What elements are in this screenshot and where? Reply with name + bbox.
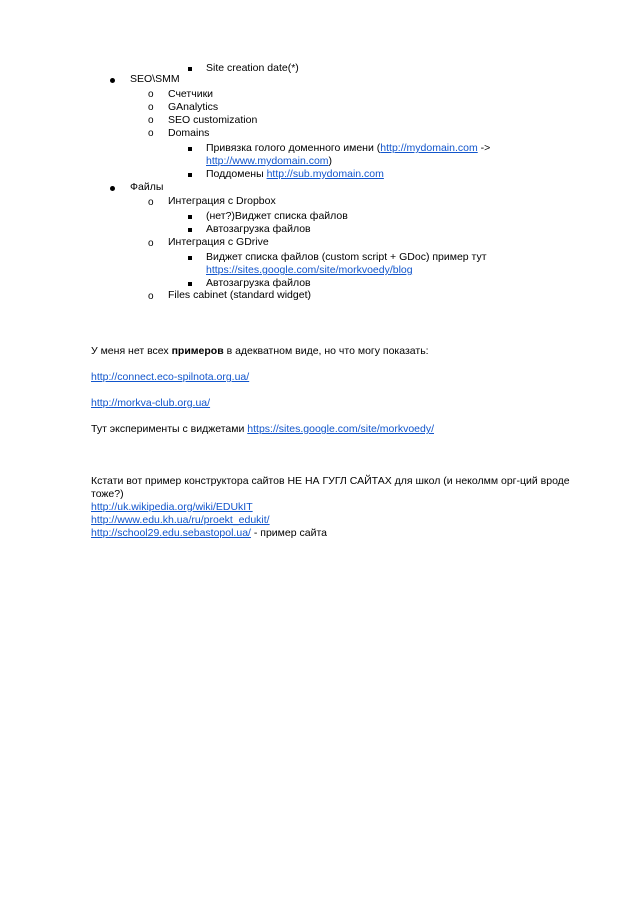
wiki-link[interactable]: http://uk.wikipedia.org/wiki/EDUkIT	[91, 501, 253, 513]
subdomains-text: Поддомены	[206, 168, 267, 180]
square-bullet-icon	[188, 228, 192, 232]
examples-suffix: в адекватном виде, но что могу показать:	[223, 345, 429, 357]
square-bullet-icon	[188, 282, 192, 286]
list-item-dropbox: Интеграция с Dropbox	[168, 195, 276, 207]
circle-bullet-icon: o	[148, 128, 154, 139]
morkva-link[interactable]: http://morkva-club.org.ua/	[91, 397, 211, 409]
list-item-ganalytics: GAnalytics	[168, 101, 219, 113]
widgets-link[interactable]: https://sites.google.com/site/morkvoedy/	[247, 423, 435, 435]
circle-bullet-icon: o	[148, 102, 154, 113]
list-item-gdrive-widget: Виджет списка файлов (custom script + GDoc) пример тут	[206, 251, 487, 263]
school29-link[interactable]: http://school29.edu.sebastopol.ua/	[91, 527, 251, 539]
list-item-gdrive: Интеграция с GDrive	[168, 236, 269, 248]
constructor-line-1: Кстати вот пример конструктора сайтов НЕ НА ГУГЛ САЙТАХ для школ (и неколмм орг-ций вроде	[91, 475, 570, 487]
www-domain-link[interactable]: http://www.mydomain.com	[206, 155, 329, 167]
square-bullet-icon	[188, 256, 192, 260]
edu-kh-link[interactable]: http://www.edu.kh.ua/ru/proekt_edukit/	[91, 514, 270, 526]
list-item-seo-smm: SEO\SMM	[130, 73, 180, 85]
circle-bullet-icon: o	[148, 291, 154, 302]
circle-bullet-icon: o	[148, 197, 154, 208]
square-bullet-icon	[188, 215, 192, 219]
list-item-counters: Счетчики	[168, 88, 214, 100]
disc-bullet-icon	[110, 186, 115, 191]
circle-bullet-icon: o	[148, 89, 154, 100]
list-item-dropbox-widget: (нет?)Виджет списка файлов	[206, 210, 348, 222]
bare-domain-text: Привязка голого доменного имени (	[206, 142, 381, 154]
school29-suffix: - пример сайта	[250, 527, 327, 539]
www-domain-close: )	[328, 155, 333, 167]
widgets-paragraph	[91, 423, 434, 436]
circle-bullet-icon: o	[148, 238, 154, 249]
bare-domain-link[interactable]: http://mydomain.com	[380, 142, 478, 154]
square-bullet-icon	[188, 67, 192, 71]
edu-kh-paragraph	[91, 514, 270, 527]
list-item-seo-customization: SEO customization	[168, 114, 258, 126]
examples-paragraph	[91, 345, 429, 358]
ecospilnota-paragraph	[91, 371, 249, 384]
subdomains-link[interactable]: http://sub.mydomain.com	[266, 168, 384, 180]
examples-prefix: У меня нет всех	[91, 345, 172, 357]
square-bullet-icon	[188, 173, 192, 177]
list-item-domains: Domains	[168, 127, 210, 139]
wiki-paragraph	[91, 501, 253, 514]
school29-paragraph	[91, 527, 327, 540]
list-item-gdrive-autoload: Автозагрузка файлов	[206, 277, 311, 289]
list-item-files: Файлы	[130, 181, 164, 193]
list-item-files-cabinet: Files cabinet (standard widget)	[168, 289, 311, 301]
list-item-site-creation-date: Site creation date(*)	[206, 62, 299, 74]
examples-bold: примеров	[171, 345, 224, 357]
list-item-bare-domain	[206, 142, 490, 155]
list-item-gdrive-widget-cont	[206, 264, 413, 277]
list-item-dropbox-autoload: Автозагрузка файлов	[206, 223, 311, 235]
bare-domain-arrow: ->	[477, 142, 491, 154]
list-item-bare-domain-cont	[206, 155, 332, 168]
square-bullet-icon	[188, 147, 192, 151]
disc-bullet-icon	[110, 78, 115, 83]
list-item-subdomains	[206, 168, 384, 181]
morkva-paragraph	[91, 397, 210, 410]
gdrive-widget-link[interactable]: https://sites.google.com/site/morkvoedy/blog	[206, 264, 413, 276]
widgets-text: Тут эксперименты с виджетами	[91, 423, 248, 435]
constructor-line-2: тоже?)	[91, 488, 124, 500]
ecospilnota-link[interactable]: http://connect.eco-spilnota.org.ua/	[91, 371, 250, 383]
circle-bullet-icon: o	[148, 115, 154, 126]
